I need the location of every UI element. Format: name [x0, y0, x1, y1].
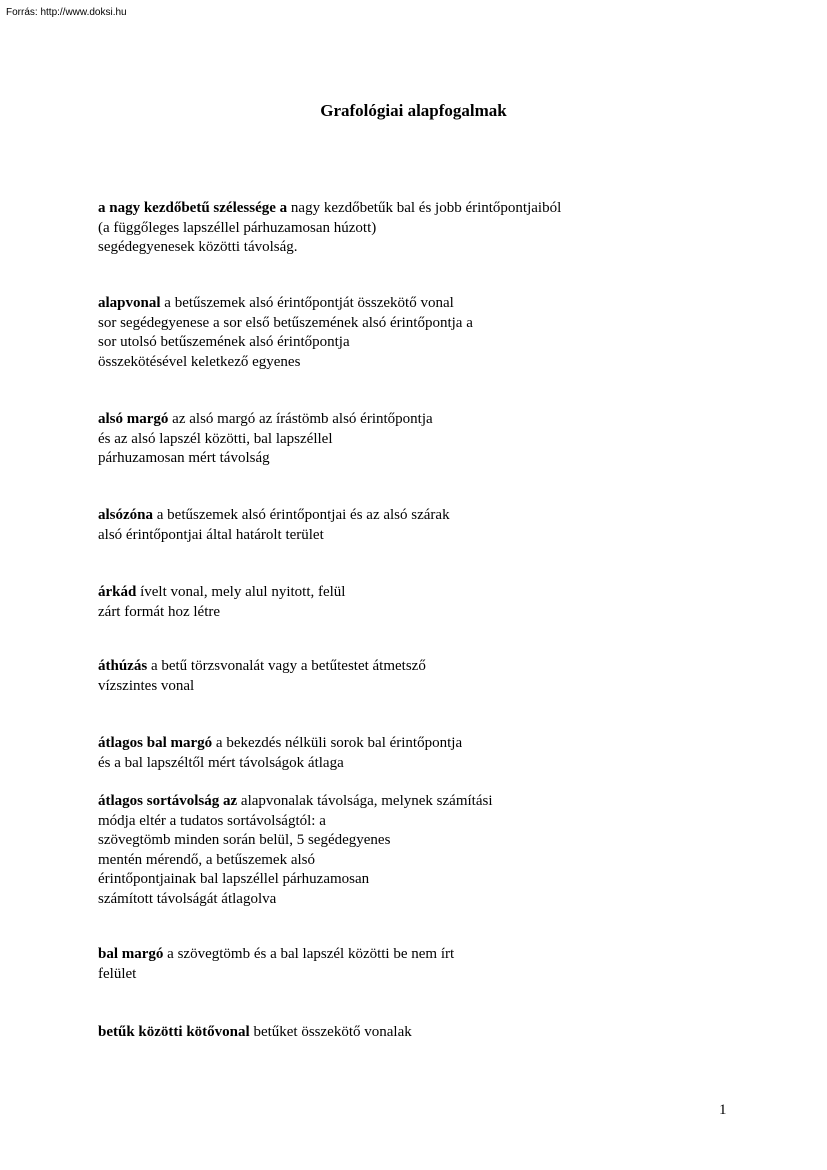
page-title: Grafológiai alapfogalmak: [320, 101, 507, 120]
entry-text: számított távolságát átlagolva: [98, 890, 277, 907]
entry-text: módja eltér a tudatos sortávolságtól: a: [98, 812, 326, 829]
entry-term: a nagy kezdőbetű szélessége a: [98, 200, 288, 216]
glossary-entry: [98, 506, 578, 545]
glossary-entry: [98, 734, 578, 773]
entry-text: párhuzamosan mért távolság: [98, 450, 270, 466]
glossary-entry: [98, 792, 578, 909]
entry-text: a betű törzsvonalát vagy a betűtestet átmetsző: [150, 658, 426, 674]
entry-text: a betűszemek alsó érintőpontját összekötő vonal: [164, 295, 454, 311]
entry-term: bal margó: [98, 946, 164, 962]
entry-text: vízszintes vonal: [98, 677, 195, 694]
entry-text: (a függőleges lapszéllel párhuzamosan húzott): [98, 219, 377, 236]
entry-text: alapvonalak távolsága, melynek számítási: [240, 793, 493, 809]
entry-text: és a bal lapszéltől mért távolságok átlaga: [98, 754, 344, 771]
entry-text: a betűszemek alsó érintőpontjai és az alsó szárak: [156, 507, 450, 523]
glossary-entry: [98, 294, 578, 372]
glossary-entry: [98, 583, 578, 622]
entry-text: szövegtömb minden során belül, 5 segédegyenes: [98, 832, 391, 848]
entry-text: sor utolsó betűszemének alsó érintőpontja: [98, 334, 350, 350]
glossary-entry: [98, 945, 578, 984]
entry-text: zárt formát hoz létre: [98, 603, 221, 620]
glossary-entry: [98, 410, 578, 469]
entry-text: az alsó margó az írástömb alsó érintőpontja: [172, 411, 433, 427]
entry-term: átlagos sortávolság az: [98, 793, 238, 809]
entry-text: betűket összekötő vonalak: [253, 1024, 412, 1040]
entry-term: alapvonal: [98, 295, 161, 311]
entry-term: betűk közötti kötővonal: [98, 1024, 250, 1040]
entry-text: összekötésével keletkező egyenes: [98, 353, 301, 370]
entry-text: felület: [98, 965, 137, 982]
glossary-entry: [98, 199, 578, 258]
glossary-entry: [98, 657, 578, 696]
entry-term: alsózóna: [98, 507, 154, 523]
page-number: 1: [719, 1102, 727, 1118]
entry-term: átlagos bal margó: [98, 735, 213, 751]
entry-text: nagy kezdőbetűk bal és jobb érintőpontjaiból: [290, 200, 562, 216]
entry-text: a bekezdés nélküli sorok bal érintőpontja: [215, 735, 463, 751]
source-header: Forrás: http://www.doksi.hu: [6, 7, 127, 18]
entry-text: érintőpontjainak bal lapszéllel párhuzamosan: [98, 871, 370, 887]
entry-text: mentén mérendő, a betűszemek alsó: [98, 851, 316, 868]
entry-text: és az alsó lapszél közötti, bal lapszéllel: [98, 430, 333, 447]
entry-text: a szövegtömb és a bal lapszél közötti be nem írt: [167, 946, 455, 962]
entry-text: segédegyenesek közötti távolság.: [98, 239, 298, 255]
entry-text: ívelt vonal, mely alul nyitott, felül: [140, 584, 346, 600]
entry-text: alsó érintőpontjai által határolt terület: [98, 526, 324, 543]
entry-text: sor segédegyenese a sor első betűszemének alsó érintőpontja a: [98, 314, 473, 331]
entry-term: árkád: [98, 584, 137, 600]
glossary-entry: [98, 1023, 578, 1043]
entry-term: alsó margó: [98, 411, 169, 427]
entry-term: áthúzás: [98, 658, 148, 674]
